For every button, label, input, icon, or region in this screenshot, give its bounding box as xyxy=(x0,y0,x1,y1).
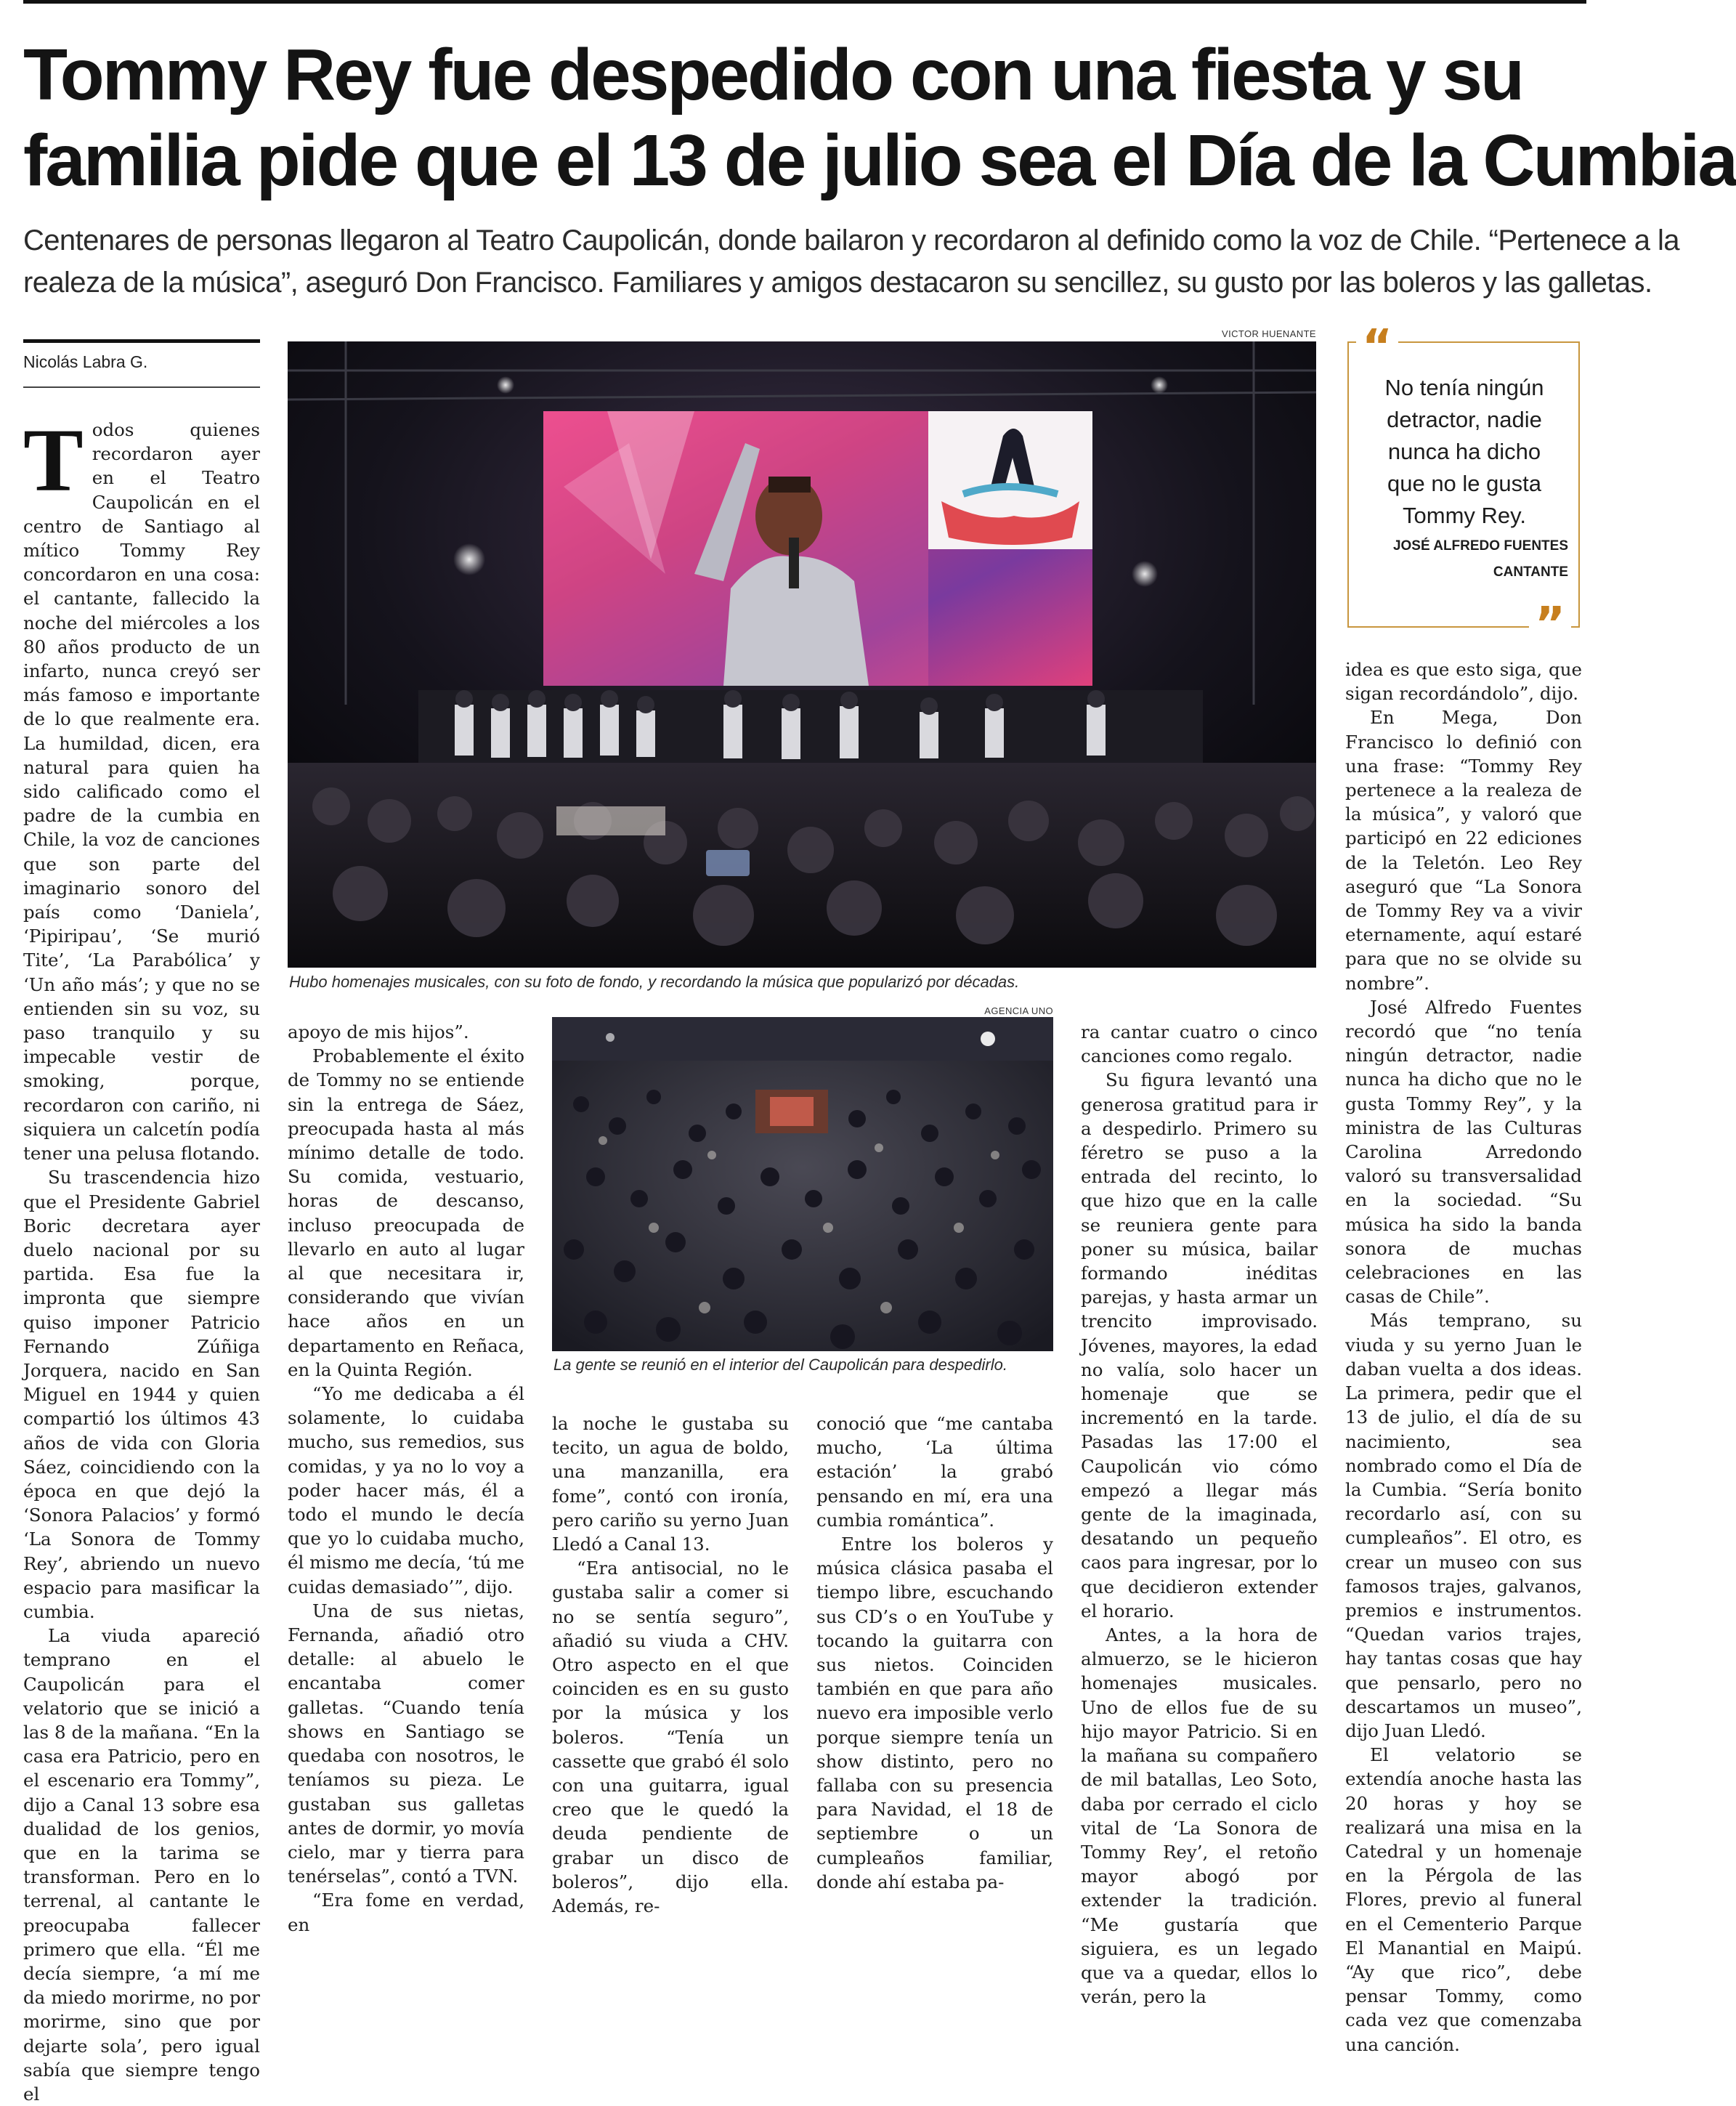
col5-paragraph-3: Antes, a la hora de almuerzo, se le hicieron homenajes musicales. Uno de ellos fue de su hijo mayor Patricio. Si en la mañana su compañero de mil batallas, Leo Soto, daba por cerrado el ciclo vital de ‘La Sonora de Tommy Rey’, el retoño mayor abogó por extender la tradición. “Me gustaría que siguiera, es un legado que va a quedar, ellos lo verán, pero la xyxy=(1081,1624,1318,2008)
quote-attribution xyxy=(1393,533,1568,586)
body-column-2 xyxy=(288,1020,524,1935)
col1-paragraph-2: Su trascendencia hizo que el Presidente Gabriel Boric decretara ayer duelo nacional por su partida. Esa fue la impronta que siempre quiso imponer Patricio Fernando Zúñiga Jorquera, nacido en San Miguel en 1944 y quien compartió los últimos 43 años de vida con Gloria Sáez, coincidiendo con la época en que dejó la ‘Sonora Palacios’ y formó ‘La Sonora de Tommy Rey’, abriendo un nuevo espacio para masificar la cumbia. xyxy=(23,1167,260,1622)
crowd-aerial-image xyxy=(552,1017,1053,1351)
body-column-1 xyxy=(23,410,260,2105)
col3-paragraph-1: la noche le gustaba su tecito, un agua de boldo, una manzanilla, era fome”, contó con ironía, pero cariño su yerno Juan Lledó a Canal 13. xyxy=(552,1413,789,1555)
headline-line-1: Tommy Rey fue despedido con una fiesta y su xyxy=(23,34,1523,116)
col6-paragraph-1: idea es que esto siga, que sigan recordándolo”, dijo. xyxy=(1345,659,1582,705)
body-column-4 xyxy=(816,1412,1053,1892)
byline-rule-bottom xyxy=(23,386,260,388)
pull-quote xyxy=(1347,320,1580,652)
quote-open-mark: “ xyxy=(1356,327,1398,368)
quote-close-mark: ” xyxy=(1529,604,1571,645)
col2-paragraph-4: Una de sus nietas, Fernanda, añadió otro detalle: al abuelo le encantaba comer galletas. “Cuando tenía shows en Santiago se quedaba con nosotros, le teníamos su pieza. Le gustaban sus galletas antes de dormir, yo movía cielo, mar y tierra para tenérselas”, contó a TVN. xyxy=(288,1600,524,1887)
col1-paragraph-1 xyxy=(23,410,260,1165)
col2-paragraph-2: Probablemente el éxito de Tommy no se entiende sin la entrega de Sáez, preocupada hasta al más mínimo detalle de todo. Su comida, vestuario, horas de descanso, incluso preocupada de llevarlo en auto al lugar al que necesitara ir, considerando que vivían hace años en un departamento en Reñaca, en la Quinta Región. xyxy=(288,1045,524,1380)
body-column-6 xyxy=(1345,657,1582,2055)
top-rule xyxy=(23,0,1586,4)
body-column-3 xyxy=(552,1412,789,1917)
quote-author: JOSÉ ALFREDO FUENTES xyxy=(1392,538,1568,554)
headline-line-2: familia pide que el 13 de julio sea el Día de la Cumbia xyxy=(23,120,1736,201)
col2-paragraph-5: “Era fome en verdad, en xyxy=(288,1890,524,1935)
col5-paragraph-2: Su figura levantó una generosa gratitud para ir a despedirlo. Primero su féretro se puso a la entrada del recinto, lo que hizo que en la calle se reuniera gente para poner su música, bailar formando inéditas parejas, y hasta armar un trencito improvisado. Jóvenes, mayores, la edad no valía, solo hacer un homenaje que se incrementó en la tarde. Pasadas las 17:00 el Caupolicán vio cómo empezó a llegar más gente de la imaginada, desatando un pequeño caos para ingresar, por lo que decidieron extender el horario. xyxy=(1081,1069,1318,1621)
deck xyxy=(23,219,1679,304)
col6-paragraph-3: José Alfredo Fuentes recordó que “no tenía ningún detractor, nadie nunca ha dicho que no le gusta Tommy Rey”, y la ministra de las Culturas Carolina Arredondo valoró su transversalidad en la sociedad. “Su música ha sido la banda sonora de muchas celebraciones en las casas de Chile”. xyxy=(1345,996,1582,1308)
col1-paragraph-3: La viuda apareció temprano en el Caupolicán para el velatorio que se inició a las 8 de la mañana. “En la casa era Patricio, pero en el escenario era Tommy”, dijo a Canal 13 sobre esa dualidad de los genios, que en la tarima se transforman. Pero en lo terrenal, al cantante le preocupaba fallecer primero que ella. “Él me decía siempre, ‘a mí me da miedo morirme, no por morirme, sino que por dejarte sola’, pero igual sabía que siempre tengo el xyxy=(23,1625,260,2105)
headline xyxy=(23,32,1736,203)
col6-paragraph-2: En Mega, Don Francisco lo definió con una frase: “Tommy Rey pertenece a la realeza de la música”, y valoró que participó en 22 ediciones de la Teletón. Leo Rey aseguró que “La Sonora de Tommy Rey va a vivir eternamente, aquí estaré para que no se olvide su nombre”. xyxy=(1345,707,1582,994)
col1-paragraph-1-text: odos quienes recordaron ayer en el Teatro Caupolicán en el centro de Santiago al mítico Tommy Rey concordaron en una cosa: el cantante, fallecido la noche del miércoles a los 80 años producto de un infarto, nunca creyó ser más famoso e importante de lo que realmente era. La humildad, dicen, era natural para quien ha sido calificado como el padre de la cumbia en Chile, la voz de canciones que son parte del imaginario sonoro del país como ‘Daniela’, ‘Pipiripau’, ‘Se murió Tite’, ‘La Parabólica’ y ‘Un año más’; y que no se entienden sin su voz, su paso tranquilo y su impecable vestir de smoking, porque, recordaron con cariño, ni siquiera un calcetín podía tener una pelusa flotando. xyxy=(23,419,260,1165)
concert-stage-image xyxy=(288,341,1316,968)
col5-paragraph-1: ra cantar cuatro o cinco canciones como regalo. xyxy=(1081,1021,1318,1067)
deck-line-2: realeza de la música”, aseguró Don Francisco. Familiares y amigos destacaron su sencillez, su gusto por las boleros y las galletas. xyxy=(23,267,1652,299)
second-photo-credit: AGENCIA UNO xyxy=(984,1005,1053,1016)
col3-paragraph-2: “Era antisocial, no le gustaba salir a comer si no se sentía seguro”, añadió su viuda a CHV. Otro aspecto en el que coinciden es en su gusto por la música y los boleros. “Tenía un cassette que grabó él solo con una guitarra, igual creo que le quedó la deuda pendiente de grabar un disco de boleros”, dijo ella. Además, re- xyxy=(552,1558,789,1917)
body-column-5 xyxy=(1081,1020,1318,2008)
main-photo-caption: Hubo homenajes musicales, con su foto de fondo, y recordando la música que popularizó por décadas. xyxy=(289,973,1020,991)
byline-rule-top xyxy=(23,339,260,343)
deck-line-1: Centenares de personas llegaron al Teatro Caupolicán, donde bailaron y recordaron al definido como la voz de Chile. “Pertenece a la xyxy=(23,224,1679,256)
col2-paragraph-3: “Yo me dedicaba a él solamente, lo cuidaba mucho, sus remedios, sus comidas, y ya no lo voy a poder hacer más, él a todo el mundo le decía que yo lo cuidaba mucho, él mismo me decía, ‘tú me cuidas demasiado’”, dijo. xyxy=(288,1383,524,1597)
second-photo-caption: La gente se reunió en el interior del Caupolicán para despedirlo. xyxy=(553,1356,1007,1374)
quote-author-role: CANTANTE xyxy=(1493,564,1568,580)
second-photo xyxy=(552,1017,1053,1351)
main-photo-credit: VICTOR HUENANTE xyxy=(1222,328,1316,339)
main-photo xyxy=(288,341,1316,968)
drop-cap: T xyxy=(23,410,84,510)
col4-paragraph-2: Entre los boleros y música clásica pasaba el tiempo libre, escuchando sus CD’s o en YouTube y tocando la guitarra con sus nietos. Coinciden también en que para año nuevo era imposible verlo porque siempre tenía un show distinto, pero no fallaba con su presencia para Navidad, el 18 de septiembre o un cumpleaños familiar, donde ahí estaba pa- xyxy=(816,1534,1053,1892)
col2-paragraph-1: apoyo de mis hijos”. xyxy=(288,1021,469,1042)
byline: Nicolás Labra G. xyxy=(23,352,148,371)
col6-paragraph-5: El velatorio se extendía anoche hasta las 20 horas y hoy se realizará una misa en la Catedral y un homenaje en la Pérgola de las Flores, previo al funeral en el Cementerio Parque El Manantial en Maipú. “Ay que rico”, debe pensar Tommy, como cada vez que comenzaba una canción. xyxy=(1345,1744,1582,2055)
col4-paragraph-1: conoció que “me cantaba mucho, ‘La última estación’ la grabó pensando en mí, era una cumbia romántica”. xyxy=(816,1413,1053,1531)
col6-paragraph-4: Más temprano, su viuda y su yerno Juan le daban vuelta a dos ideas. La primera, pedir que el 13 de julio, el día de su nacimiento, sea nombrado como el Día de la Cumbia. “Sería bonito recordarlo así, con su cumpleaños”. El otro, es crear un museo con sus famosos trajes, galvanos, premios e instrumentos. “Quedan varios trajes, hay tantas cosas que hay que pensarlo, pero no descartamos un museo”, dijo Juan Lledó. xyxy=(1345,1310,1582,1741)
quote-text: No tenía ningún detractor, nadie nunca ha dicho que no le gusta Tommy Rey. xyxy=(1384,375,1544,528)
